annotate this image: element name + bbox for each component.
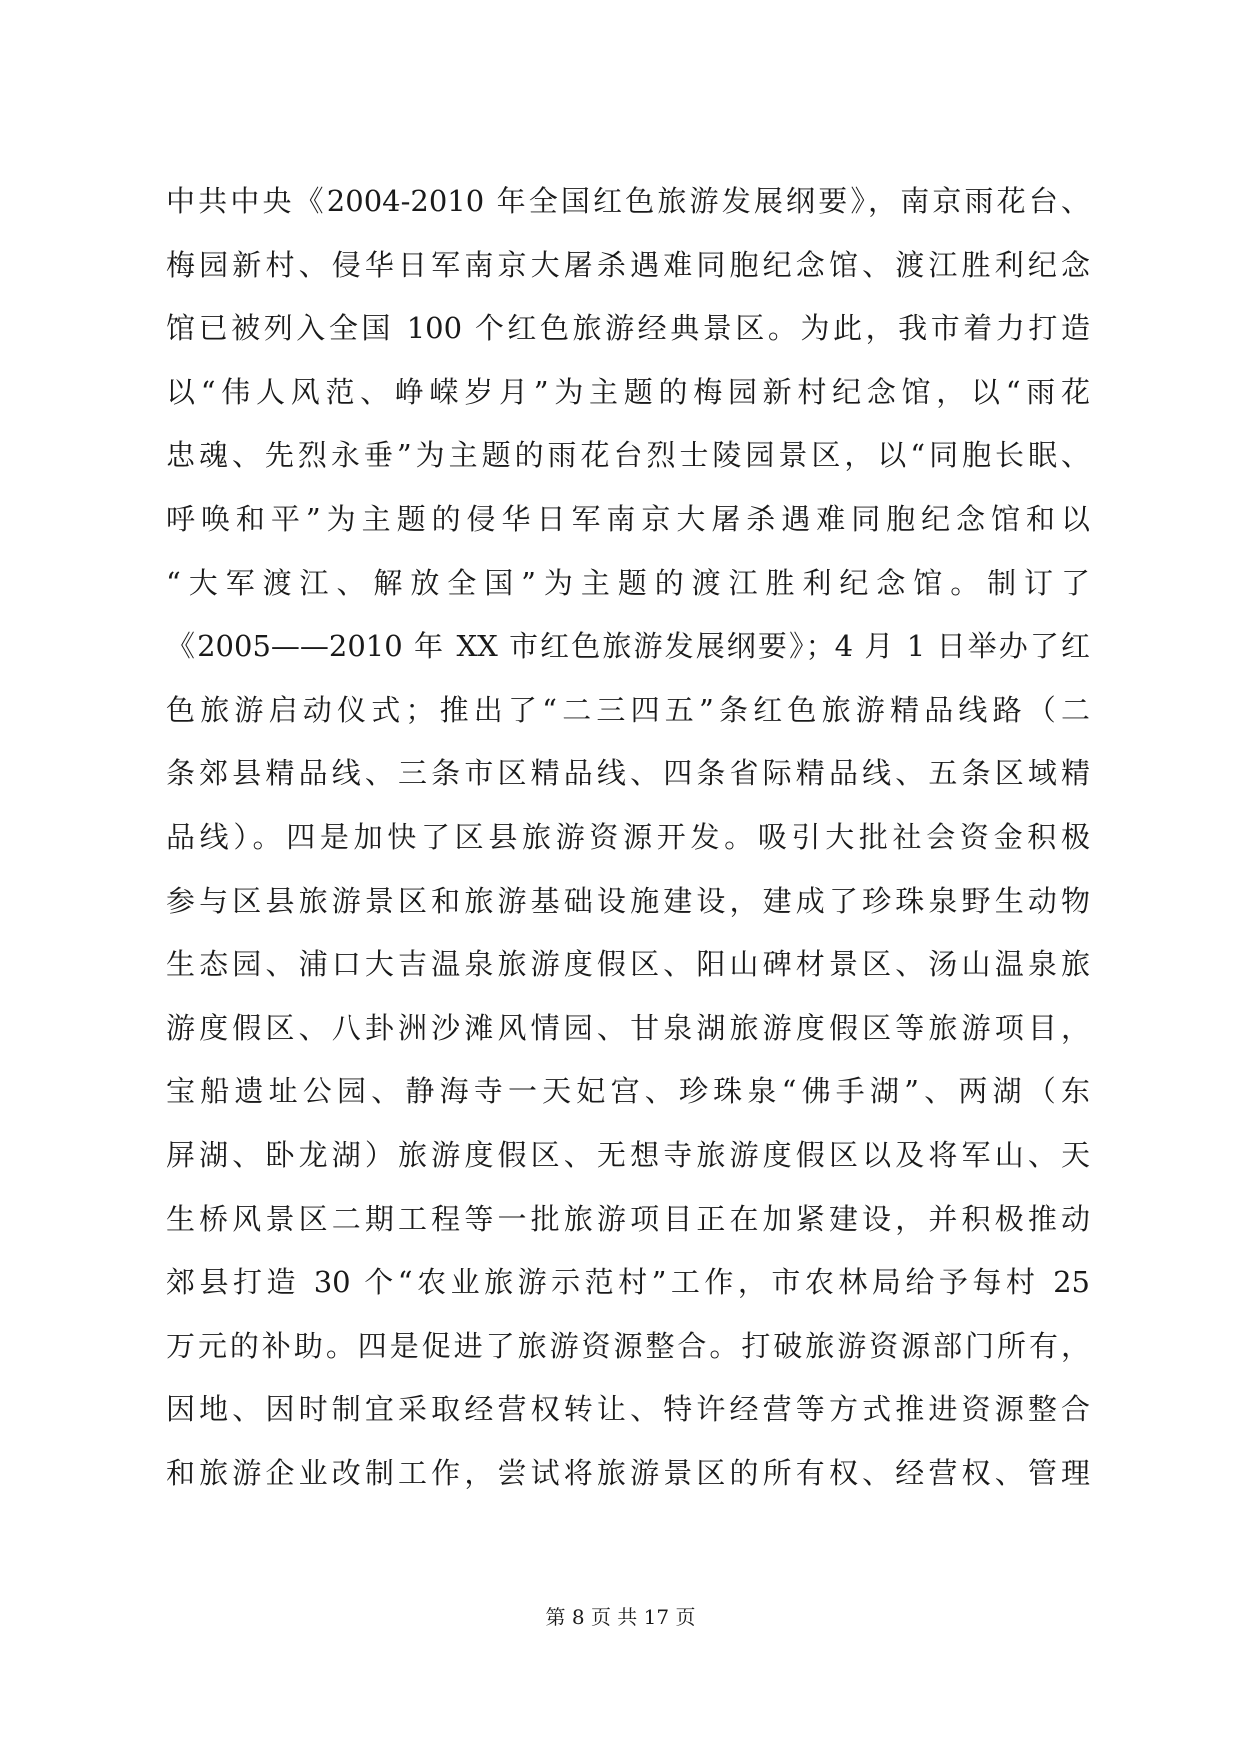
text-line: 梅园新村、侵华日军南京大屠杀遇难同胞纪念馆、渡江胜利纪念 <box>166 247 1090 282</box>
text-line: 游度假区、八卦洲沙滩风情园、甘泉湖旅游度假区等旅游项目， <box>166 1010 1090 1045</box>
text-line: 馆已被列入全国 100 个红色旅游经典景区。为此，我市着力打造 <box>166 311 1090 346</box>
text-line: 条郊县精品线、三条市区精品线、四条省际精品线、五条区域精 <box>166 756 1090 791</box>
body-text <box>166 170 1090 1505</box>
page-number-footer: 第 8 页 共 17 页 <box>545 1605 696 1629</box>
text-line: 色旅游启动仪式；推出了“二三四五”条红色旅游精品线路（二 <box>166 692 1090 727</box>
text-line: 因地、因时制宜采取经营权转让、特许经营等方式推进资源整合 <box>166 1392 1090 1427</box>
text-line: 郊县打造 30 个“农业旅游示范村”工作，市农林局给予每村 25 <box>166 1265 1090 1300</box>
text-line: 万元的补助。四是促进了旅游资源整合。打破旅游资源部门所有， <box>166 1328 1090 1363</box>
text-line: 生态园、浦口大吉温泉旅游度假区、阳山碑材景区、汤山温泉旅 <box>166 947 1090 982</box>
text-line: 中共中央《2004-2010 年全国红色旅游发展纲要》，南京雨花台、 <box>166 184 1090 218</box>
text-line: 生桥风景区二期工程等一批旅游项目正在加紧建设，并积极推动 <box>166 1201 1090 1236</box>
text-line: 呼唤和平”为主题的侵华日军南京大屠杀遇难同胞纪念馆和以 <box>166 501 1090 536</box>
text-line: 参与区县旅游景区和旅游基础设施建设，建成了珍珠泉野生动物 <box>166 883 1090 918</box>
text-line: “大军渡江、解放全国”为主题的渡江胜利纪念馆。制订了 <box>166 565 1090 600</box>
text-line: 忠魂、先烈永垂”为主题的雨花台烈士陵园景区，以“同胞长眠、 <box>166 438 1090 473</box>
text-line: 《2005——2010 年 XX 市红色旅游发展纲要》；4 月 1 日举办了红 <box>166 629 1090 664</box>
text-line: 以“伟人风范、峥嵘岁月”为主题的梅园新村纪念馆，以“雨花 <box>166 374 1090 409</box>
text-line: 和旅游企业改制工作，尝试将旅游景区的所有权、经营权、管理 <box>166 1455 1090 1490</box>
text-line: 宝船遗址公园、静海寺一天妃宫、珍珠泉“佛手湖”、两湖（东 <box>166 1074 1090 1109</box>
text-line: 品线）。四是加快了区县旅游资源开发。吸引大批社会资金积极 <box>166 819 1090 854</box>
text-line: 屏湖、卧龙湖）旅游度假区、无想寺旅游度假区以及将军山、天 <box>166 1137 1090 1172</box>
